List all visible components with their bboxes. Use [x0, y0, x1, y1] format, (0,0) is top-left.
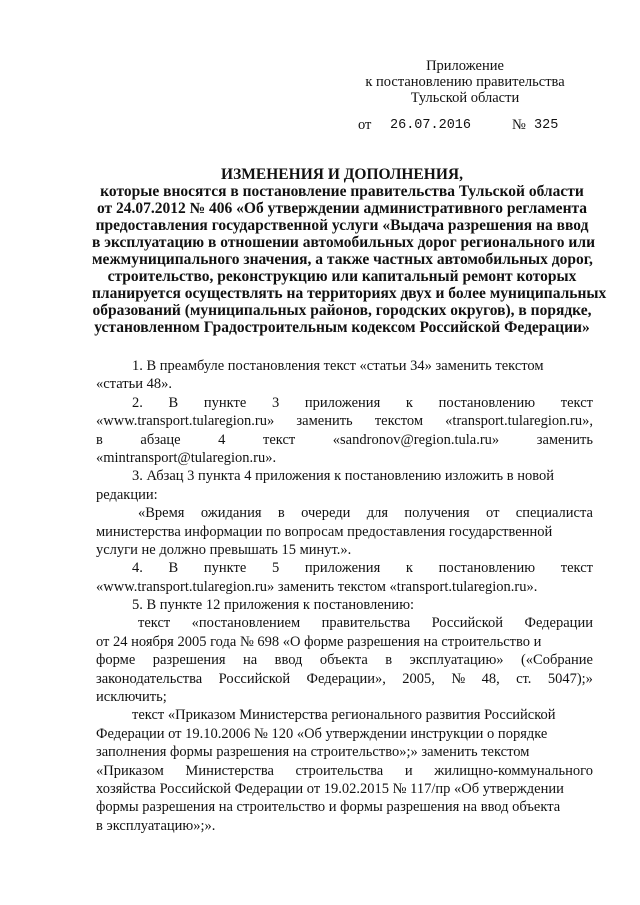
body-word: очереди	[301, 505, 351, 522]
body-word: 4	[218, 431, 226, 448]
body-word: текст	[138, 615, 171, 632]
body-word: «Время	[138, 505, 185, 522]
body-line	[96, 486, 593, 504]
body-line	[96, 706, 593, 724]
body-text-run: от 24 ноября 2005 года № 698 «О форме разрешения на строительство и	[96, 633, 542, 650]
body-word: ст.	[516, 670, 532, 687]
body-text-run: формы разрешения на строительство и формы разрешения на ввод объекта	[96, 799, 561, 816]
body-word: 2.	[132, 394, 143, 411]
body-word: Федерации»,	[306, 670, 386, 687]
body-word: «sandronov@region.tula.ru»	[332, 431, 500, 448]
body-line	[96, 762, 593, 780]
body-text-run: редакции:	[96, 486, 158, 503]
body-line	[96, 412, 593, 430]
title-line: строительство, реконструкцию или капитальный ремонт которых	[107, 268, 577, 285]
body-line	[96, 578, 593, 596]
body-word: на	[243, 652, 258, 669]
body-text-run: 3. Абзац 3 пункта 4 приложения к постановлению изложить в новой	[132, 468, 555, 485]
appendix-line: Приложение	[426, 58, 504, 74]
body-word: ожидания	[200, 505, 262, 522]
body-word: законодательства	[96, 670, 203, 687]
body-line	[96, 394, 593, 412]
body-word: специалиста	[515, 505, 593, 522]
body-text-run: текст «Приказом Министерства регионального развития Российской	[132, 707, 556, 724]
body-line	[96, 614, 593, 632]
body-text-run: «mintransport@tularegion.ru».	[96, 449, 277, 466]
body-word: №	[451, 670, 466, 687]
body-word: в	[96, 431, 103, 448]
title-line: предоставления государственной услуги «Выдача разрешения на ввод	[95, 217, 589, 234]
body-word: Федерации	[524, 615, 593, 632]
body-text-run: Федерации от 19.10.2006 № 120 «Об утверждении инструкции о порядке	[96, 725, 548, 742]
body-word: объекта	[319, 652, 368, 669]
title-line: образований (муниципальных районов, городских округов), в порядке,	[92, 302, 592, 319]
body-word: приложения	[304, 394, 381, 411]
body-line	[96, 357, 593, 375]
body-text-run: министерства информации по вопросам предоставления государственной	[96, 523, 553, 540]
document-number: 325	[534, 118, 559, 133]
body-word: для	[366, 505, 389, 522]
body-word: заменить	[536, 431, 593, 448]
body-line	[96, 798, 593, 816]
body-line	[96, 633, 593, 651]
body-word: Российской	[431, 615, 504, 632]
body-word: «Приказом	[96, 762, 164, 779]
number-prefix: №	[512, 117, 526, 133]
body-text-run: исключить;	[96, 689, 167, 706]
body-word: «www.transport.tularegion.ru»	[96, 413, 275, 430]
body-word: В	[168, 394, 179, 411]
body-word: «постановлением	[191, 615, 301, 632]
body-word: правительства	[321, 615, 411, 632]
body-word: приложения	[304, 560, 381, 577]
body-line	[96, 688, 593, 706]
body-word: Министерства	[185, 762, 274, 779]
title-line: межмуниципального значения, а также частных автомобильных дорог,	[92, 251, 593, 268]
title-lines	[92, 183, 607, 336]
body-word: строительства	[295, 762, 384, 779]
body-word: постановлению	[438, 560, 536, 577]
appendix-block	[330, 58, 600, 106]
body-word: текст	[560, 560, 593, 577]
body-word: в	[385, 652, 393, 669]
body-word: и	[404, 762, 413, 779]
body-word: к	[405, 394, 413, 411]
body-text-run: хозяйства Российской Федерации от 19.02.2015 № 117/пр «Об утверждении	[96, 780, 564, 797]
body-word: ввод	[274, 652, 303, 669]
body-word: 4.	[132, 560, 143, 577]
body-line	[96, 596, 593, 614]
body-text-run: 5. В пункте 12 приложения к постановлению:	[132, 597, 415, 614]
body-word: получения	[404, 505, 470, 522]
document-date: 26.07.2016	[390, 118, 472, 133]
body-line	[96, 725, 593, 743]
body-line	[96, 743, 593, 761]
body-word: 48,	[481, 670, 500, 687]
body-line	[96, 559, 593, 577]
body-word: В	[168, 560, 179, 577]
document-title	[92, 166, 607, 336]
body-text-run: услуги не должно превышать 15 минут.».	[96, 541, 352, 558]
title-line: в эксплуатацию в отношении автомобильных дорог регионального или	[92, 234, 595, 251]
body-word: постановлению	[438, 394, 536, 411]
date-prefix: от	[358, 117, 372, 133]
body-word: пункте	[203, 560, 247, 577]
title-line: планируется осуществлять на территориях двух и более муниципальных	[92, 285, 607, 302]
body-word: 3	[271, 394, 280, 411]
body-word: от	[486, 505, 500, 522]
title-line: от 24.07.2012 № 406 «Об утверждении административного регламента	[96, 200, 588, 217]
title-line: установленном Градостроительным кодексом Российской Федерации»	[94, 319, 590, 336]
body-line	[96, 504, 593, 522]
body-text-run: 1. В преамбуле постановления текст «статьи 34» заменить текстом	[132, 358, 544, 374]
appendix-line: к постановлению правительства	[365, 74, 565, 90]
body-word: форме	[96, 652, 136, 669]
body-word: разрешения	[152, 652, 226, 669]
body-word: жилищно-коммунального	[434, 762, 593, 779]
body-word: текст	[262, 431, 296, 448]
document-body	[96, 357, 593, 835]
body-word: («Собрание	[520, 652, 593, 669]
body-line	[96, 670, 593, 688]
body-line	[96, 780, 593, 798]
body-word: к	[405, 560, 413, 577]
registration-line	[358, 117, 598, 135]
appendix-line: Тульской области	[410, 90, 520, 106]
body-word: Российской	[218, 670, 291, 687]
body-word: 2005,	[402, 670, 435, 687]
body-word: абзаце	[140, 431, 181, 448]
body-line	[96, 817, 593, 835]
body-line	[96, 449, 593, 467]
body-line	[96, 523, 593, 541]
body-word: текстом	[374, 413, 424, 430]
body-word: 5047);»	[547, 670, 593, 687]
body-word: текст	[560, 394, 593, 411]
body-word: в	[277, 505, 285, 522]
body-line	[96, 651, 593, 669]
body-word: «transport.tularegion.ru»,	[445, 413, 593, 430]
body-word: эксплуатацию»	[409, 652, 504, 669]
body-line	[96, 541, 593, 559]
body-word: пункте	[203, 394, 247, 411]
title-heading: ИЗМЕНЕНИЯ И ДОПОЛНЕНИЯ,	[221, 166, 463, 183]
body-word: заменить	[296, 413, 353, 430]
body-text-run: в эксплуатацию»;».	[96, 817, 216, 834]
body-word: 5	[271, 560, 280, 577]
body-text-run: заполнения формы разрешения на строительство»;» заменить текстом	[96, 744, 530, 761]
body-text-run: «статьи 48».	[96, 376, 172, 393]
body-line	[96, 375, 593, 393]
body-line	[96, 431, 593, 449]
title-line: которые вносятся в постановление правительства Тульской области	[100, 183, 584, 200]
body-line	[96, 467, 593, 485]
body-text-run: «www.transport.tularegion.ru» заменить текстом «transport.tularegion.ru».	[96, 578, 538, 595]
